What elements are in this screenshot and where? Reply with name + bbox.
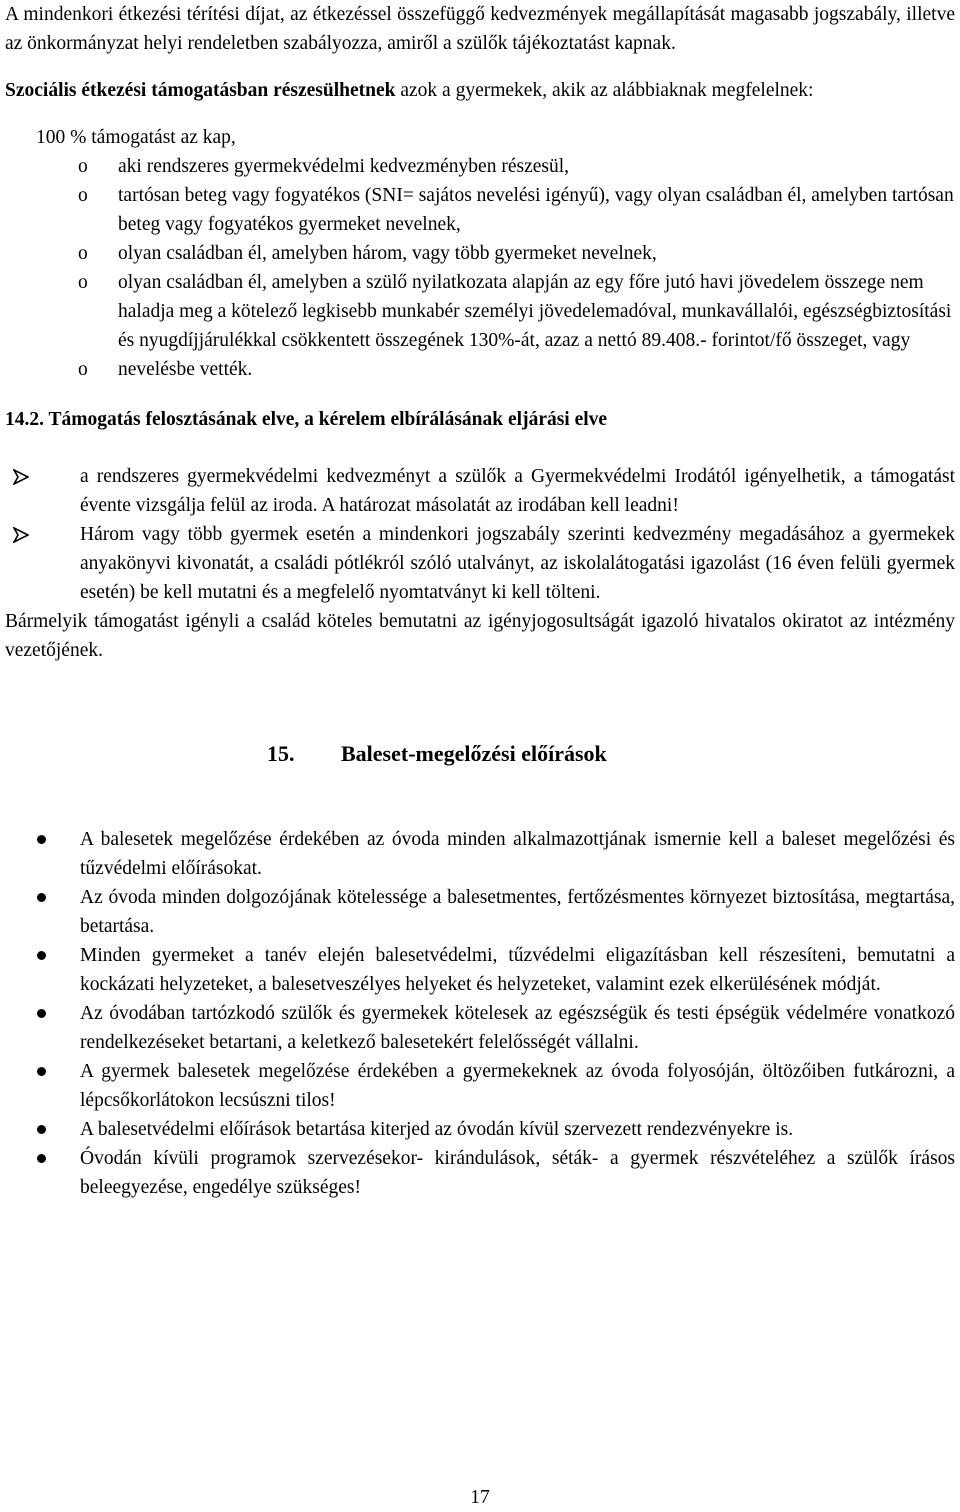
social-support-rest: azok a gyermekek, akik az alábbiaknak megfelelnek: <box>395 80 814 101</box>
circle-bullet-icon: o <box>78 359 88 380</box>
dot-bullet-icon <box>37 1125 46 1134</box>
safety-rules-list <box>5 825 955 1202</box>
list-item: a rendszeres gyermekvédelmi kedvezményt a szülők a Gyermekvédelmi Irodától igényelhetik, a támogatást évente vizsgálja felül az iroda. A határozat másolatát az irodában kell leadni! <box>5 462 955 520</box>
list-item: A gyermek balesetek megelőzése érdekében a gyermekeknek az óvoda folyosóján, öltözőiben futkározni, a lépcsőkorlátokon lecsúszni tilos! <box>5 1057 955 1115</box>
circle-bullet-icon: o <box>78 243 88 264</box>
arrow-bullet-icon <box>13 527 29 543</box>
dot-bullet-icon <box>37 1154 46 1163</box>
list-item: A balesetvédelmi előírások betartása kiterjed az óvodán kívül szervezett rendezvényekre is. <box>5 1115 955 1144</box>
dot-bullet-icon <box>37 951 46 960</box>
dot-bullet-icon <box>37 835 46 844</box>
circle-bullet-icon: o <box>78 156 88 177</box>
dot-bullet-icon <box>37 893 46 902</box>
intro-paragraph: A mindenkori étkezési térítési díjat, az étkezéssel összefüggő kedvezmények megállapítását magasabb jogszabály, illetve az önkormányzat helyi rendeletben szabályozza, amiről a szülők tájékoztatást kapnak. <box>5 4 955 54</box>
arrow-bullet-icon <box>13 469 29 485</box>
page-number: 17 <box>470 1487 490 1508</box>
list-item: Minden gyermeket a tanév elején balesetvédelmi, tűzvédelmi eligazításban kell részesíteni, bemutatni a kockázati helyzeteket, a balesetveszélyes helyeket és helyzeteket, valamint ezek elkerülésének módját. <box>5 941 955 999</box>
list-item: Az óvoda minden dolgozójának kötelessége a balesetmentes, fertőzésmentes környezet biztosítása, megtartása, betartása. <box>5 883 955 941</box>
percent-line: 100 % támogatást az kap, <box>36 127 236 148</box>
section-15-heading <box>5 739 955 769</box>
section-14-2-heading: 14.2. Támogatás felosztásának elve, a kérelem elbírálásának eljárási elve <box>5 409 608 430</box>
dot-bullet-icon <box>37 1067 46 1076</box>
list-item: A balesetek megelőzése érdekében az óvoda minden alkalmazottjának ismernie kell a baleset megelőzési és tűzvédelmi előírásokat. <box>5 825 955 883</box>
list-item: o aki rendszeres gyermekvédelmi kedvezményben részesül, <box>5 152 955 181</box>
list-item: o olyan családban él, amelyben három, vagy több gyermeket nevelnek, <box>5 239 955 268</box>
procedure-list <box>5 462 955 607</box>
list-item: o olyan családban él, amelyben a szülő nyilatkozata alapján az egy főre jutó havi jövedelem összege nem haladja meg a kötelező legkisebb munkabér személyi jövedelemadóval, munkavállalói, egészségbiztosítási és nyugdíjjárulékkal csökkentett összegének 130%-át, azaz a nettó 89.408.- forintot/fő összeget, vagy <box>5 268 955 355</box>
social-support-bold: Szociális étkezési támogatásban részesülhetnek <box>5 80 396 101</box>
list-item: Az óvodában tartózkodó szülők és gyermekek kötelesek az egészségük és testi épségük védelmére vonatkozó rendelkezéseket betartani, a keletkező balesetekért felelősségét vállalni. <box>5 999 955 1057</box>
section-15-number: 15. <box>267 741 295 766</box>
section-15-title: Baleset-megelőzési előírások <box>341 741 607 766</box>
list-item: o tartósan beteg vagy fogyatékos (SNI= sajátos nevelési igényű), vagy olyan családban él, amelyben tartósan beteg vagy fogyatékos gyermeket nevelnek, <box>5 181 955 239</box>
conditions-list <box>5 152 955 384</box>
list-item: o nevelésbe vették. <box>5 355 955 384</box>
document-page <box>5 0 955 1202</box>
circle-bullet-icon: o <box>78 185 88 206</box>
circle-bullet-icon: o <box>78 272 88 293</box>
list-item: Három vagy több gyermek esetén a mindenkori jogszabály szerinti kedvezmény megadásához a gyermekek anyakönyvi kivonatát, a családi pótlékról szóló utalványt, az iskolalátogatási igazolást (16 éven felüli gyermek esetén) be kell mutatni és a megfelelő nyomtatványt ki kell tölteni. <box>5 520 955 607</box>
social-support-paragraph <box>5 76 955 105</box>
closing-paragraph: Bármelyik támogatást igényli a család köteles bemutatni az igényjogosultságát igazoló hivatalos okiratot az intézmény vezetőjének. <box>5 611 955 661</box>
dot-bullet-icon <box>37 1009 46 1018</box>
list-item: Óvodán kívüli programok szervezésekor- kirándulások, séták- a gyermek részvételéhez a szülők írásos beleegyezése, engedélye szükséges! <box>5 1144 955 1202</box>
